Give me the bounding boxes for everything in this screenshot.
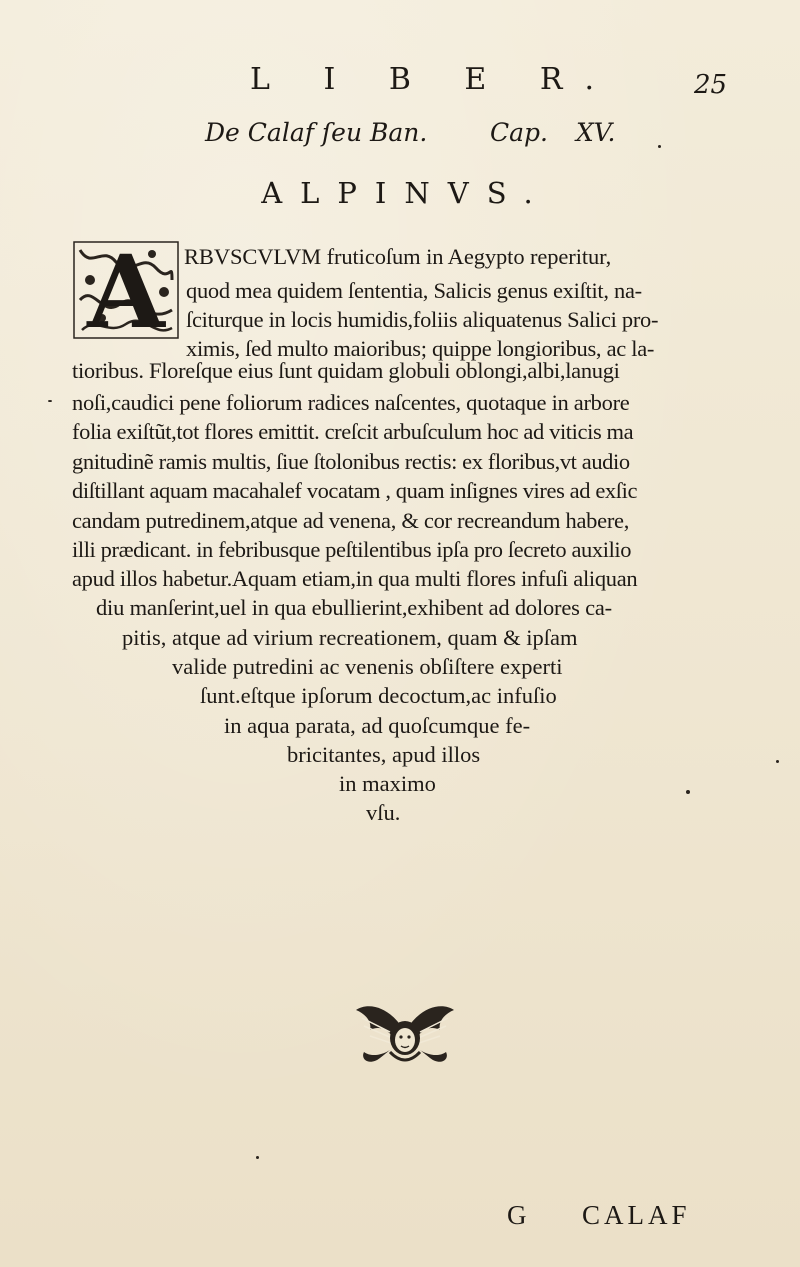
text-line: illi prædicant. in febribusque peſtilentibus ipſa pro ſecreto auxilio xyxy=(72,537,632,562)
winged-cherub-ornament-icon xyxy=(350,996,460,1072)
chapter-cap-label: Cap. xyxy=(490,118,548,147)
text-line: folia exiſtũt,tot flores emittit. creſcit arbuſculum hoc ad viticis ma xyxy=(72,419,634,444)
text-line: candam putredinem,atque ad venena, & cor recreandum habere, xyxy=(72,508,630,533)
dropcap-letter: A xyxy=(87,233,165,351)
text-line: pitis, atque ad virium recreationem, quam & ipſam xyxy=(122,625,578,650)
ink-speck xyxy=(256,1156,259,1159)
text-line: gnitudinẽ ramis multis, ſiue ſtolonibus rectis: ex floribus,vt audio xyxy=(72,449,630,474)
text-line: diſtillant aquam macahalef vocatam , quam inſignes vires ad exſic xyxy=(72,478,638,503)
text-line: in maximo xyxy=(339,771,436,796)
ink-speck xyxy=(48,400,52,402)
text-line: ximis, ſed multo maioribus; quippe longioribus, ac la- xyxy=(186,336,655,361)
chapter-number: XV. xyxy=(576,118,616,147)
running-head xyxy=(0,62,800,102)
text-line: quod mea quidem ſententia, Salicis genus exiſtit, na- xyxy=(186,278,642,303)
text-line: noſi,caudici pene foliorum radices naſcentes, quotaque in arbore xyxy=(72,390,630,415)
signature-mark: G xyxy=(507,1200,527,1230)
author-heading: ALPINVS. xyxy=(261,176,551,210)
ink-speck xyxy=(776,760,779,763)
book-title: L I B E R. xyxy=(250,62,616,97)
text-line: diu manſerint,uel in qua ebullierint,exhibent ad dolores ca- xyxy=(96,595,612,620)
text-line: bricitantes, apud illos xyxy=(287,742,481,767)
ink-speck xyxy=(658,145,661,148)
text-line: apud illos habetur.Aquam etiam,in qua multi flores infuſi aliquan xyxy=(72,566,638,591)
ink-speck xyxy=(686,790,690,794)
text-line: RBVSCVLVM fruticoſum in Aegypto reperitur, xyxy=(184,244,612,269)
text-line: vſu. xyxy=(366,800,401,825)
chapter-heading xyxy=(0,118,800,158)
decorated-initial-icon xyxy=(72,233,180,351)
chapter-title: De Calaf ſeu Ban. xyxy=(205,118,428,147)
catchword: CALAF xyxy=(582,1200,691,1230)
text-line: valide putredini ac venenis obſiſtere experti xyxy=(172,654,563,679)
text-line: ſunt.eſtque ipſorum decoctum,ac infuſio xyxy=(200,683,557,708)
text-line: in aqua parata, ad quoſcumque fe- xyxy=(224,713,531,738)
text-line: ſciturque in locis humidis,foliis aliquatenus Salici pro- xyxy=(186,307,659,332)
page-footer xyxy=(0,1200,800,1240)
text-line: tioribus. Floreſque eius ſunt quidam globuli oblongi,albi,lanugi xyxy=(72,358,620,383)
page-number: 25 xyxy=(694,70,728,100)
